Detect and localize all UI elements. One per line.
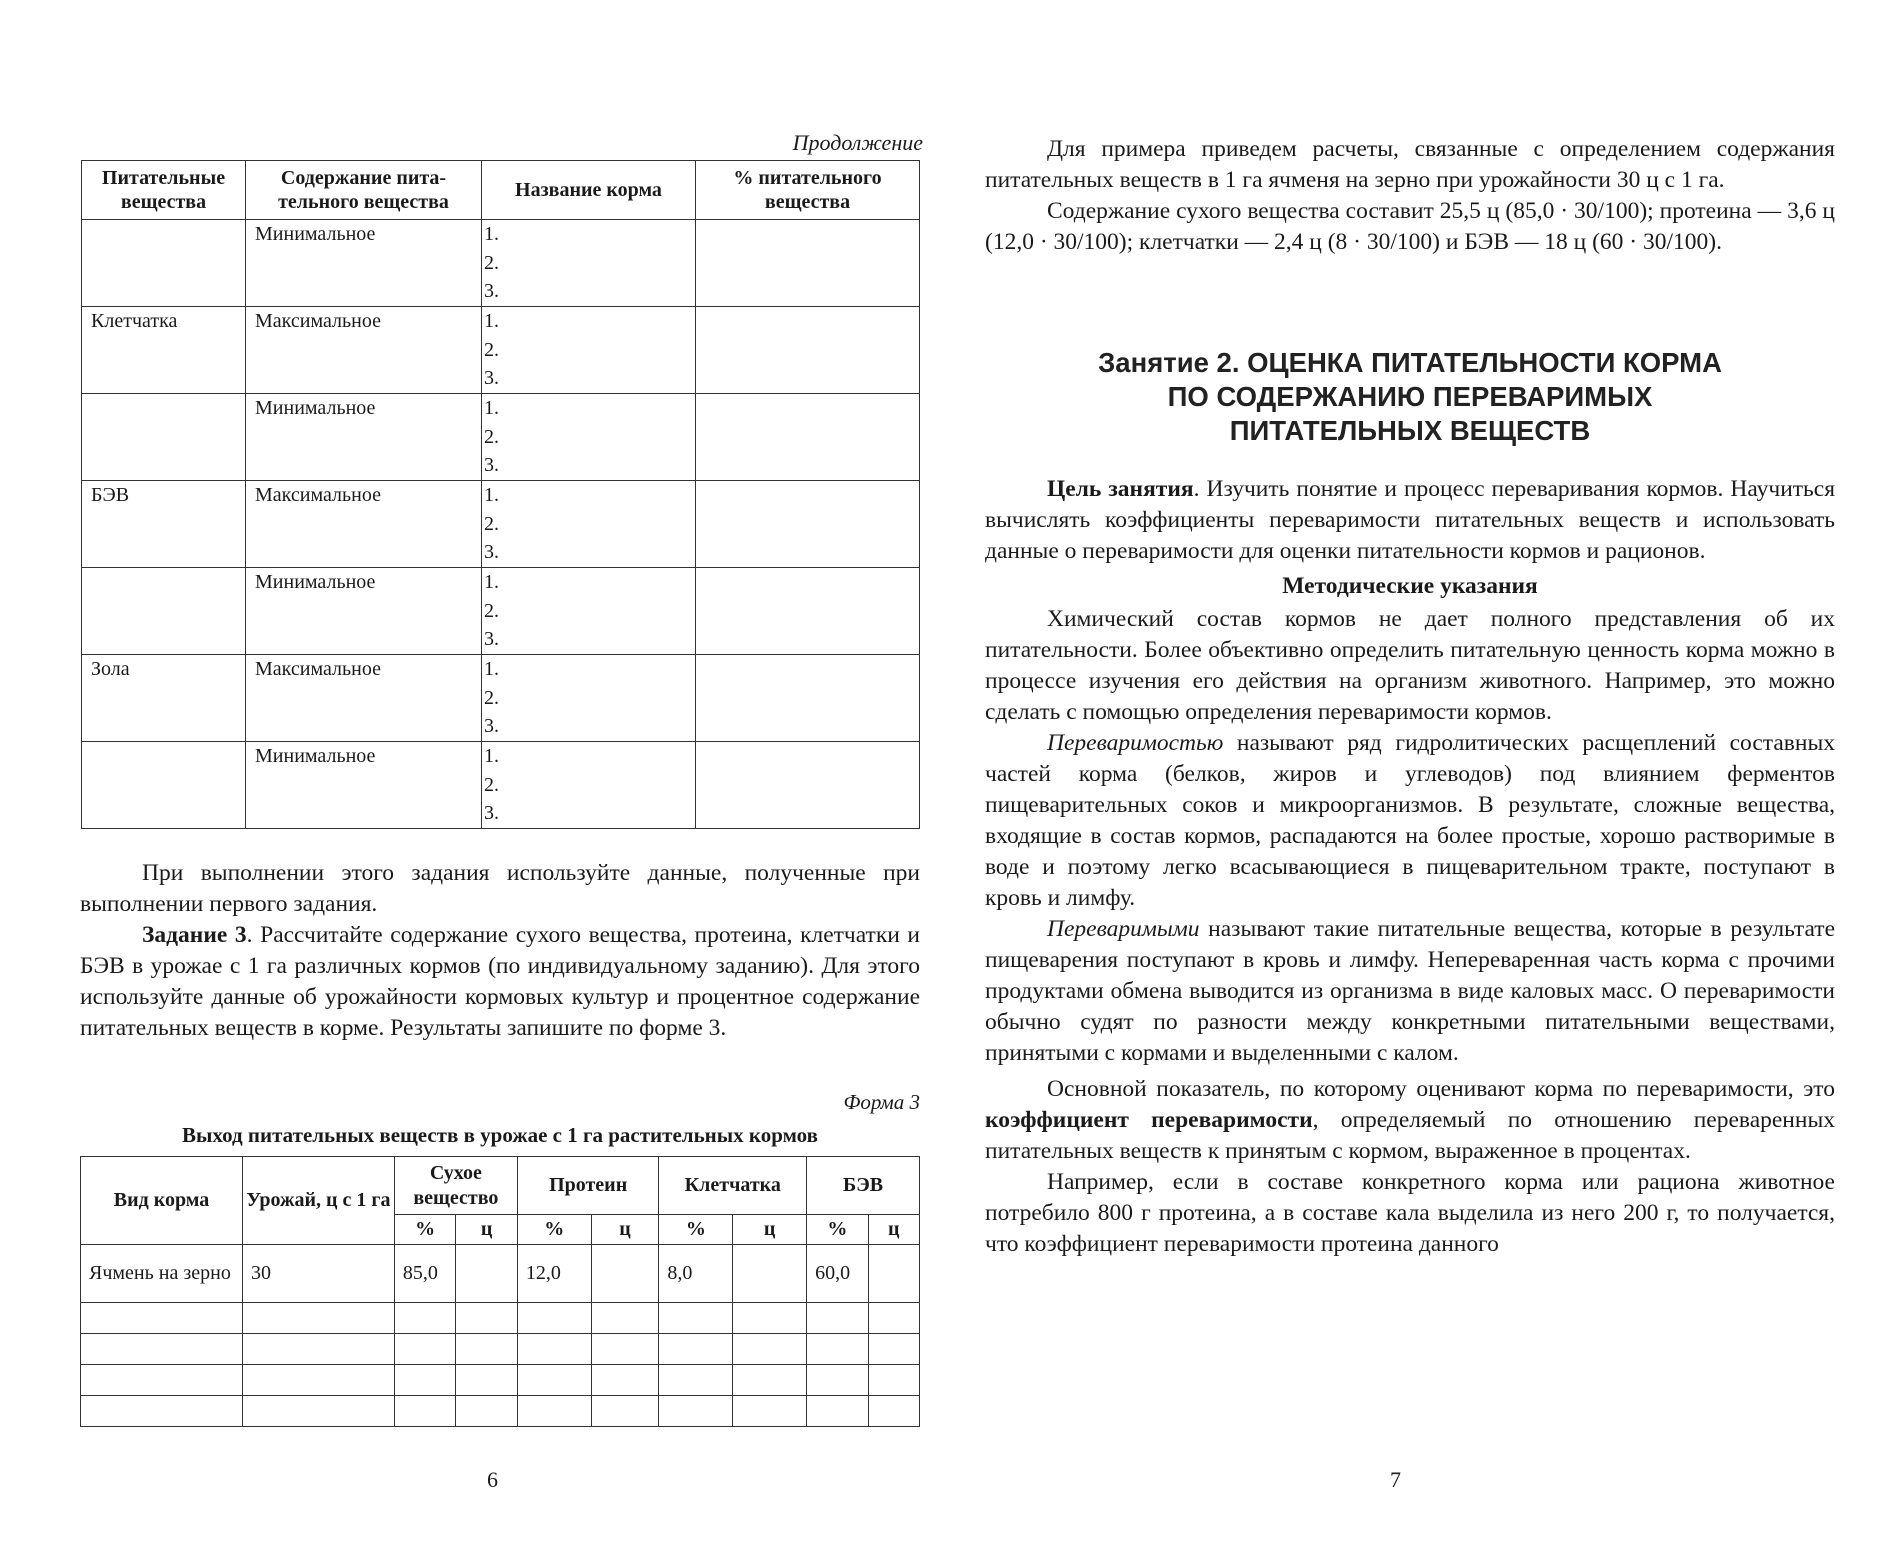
cell-percent — [696, 655, 920, 742]
list-item: 1. — [484, 571, 499, 593]
header-yield: Урожай, ц с 1 га — [243, 1157, 395, 1245]
digestible-text: называют такие питательные вещества, которые в результате пищеварения поступают в кровь и лимфу. Непереваренная часть корма с прочими продуктами обмена выводится из организма в виде каловых масс. О переваримости обычно судят по разности между конкретными питательными веществами, принятыми с кормами и выделенными с калом. — [985, 916, 1835, 1066]
table-row — [81, 1334, 920, 1365]
lesson-title-line-1: Занятие 2. ОЦЕНКА ПИТАТЕЛЬНОСТИ КОРМА — [1098, 347, 1722, 378]
unit-percent: % — [394, 1215, 456, 1245]
table-row — [81, 1396, 920, 1427]
paragraph-coefficient — [985, 1074, 1835, 1167]
cell-feed: Ячмень на зерно — [81, 1245, 243, 1303]
cell-bev-pct: 60,0 — [807, 1245, 869, 1303]
list-item: 2. — [484, 338, 499, 361]
cell-feed-list — [482, 220, 696, 307]
unit-percent: % — [517, 1215, 591, 1245]
cell-nutrient — [82, 220, 246, 307]
paragraph-example-protein: Например, если в составе конкретного корма или рациона животное потребило 800 г протеина, а в составе кала выделила из него 200 г, то получается, что коэффициент переваримости протеина данного — [985, 1169, 1835, 1257]
cell-protein-pct: 12,0 — [517, 1245, 591, 1303]
cell-content: Минимальное — [246, 394, 482, 481]
right-text-intro — [985, 134, 1835, 258]
header-percent: % питательного вещества — [696, 161, 920, 220]
list-item: 3. — [484, 280, 499, 303]
list-item: 2. — [484, 599, 499, 622]
list-item: 3. — [484, 715, 499, 738]
header-dry-matter: Сухое вещество — [394, 1157, 517, 1215]
cell-content: Минимальное — [246, 568, 482, 655]
cell-feed-list — [482, 742, 696, 829]
list-item: 2. — [484, 425, 499, 448]
paragraph-digestible — [985, 914, 1835, 1069]
cell-feed-list — [482, 481, 696, 568]
cell-percent — [696, 307, 920, 394]
coefficient-text-start: Основной показатель, по которому оценивают корма по переваримости, это — [1047, 1076, 1835, 1102]
list-item: 2. — [484, 773, 499, 796]
cell-content: Минимальное — [246, 742, 482, 829]
table-row — [81, 1303, 920, 1334]
term-digestibility: Переваримостью — [1047, 730, 1224, 756]
paragraph-task-3 — [80, 920, 920, 1044]
list-item: 1. — [484, 484, 499, 506]
cell-percent — [696, 481, 920, 568]
header-bev: БЭВ — [807, 1157, 920, 1215]
cell-percent — [696, 568, 920, 655]
cell-content: Максимальное — [246, 655, 482, 742]
unit-centner: ц — [456, 1215, 518, 1245]
goal-text: . Изучить понятие и процесс переваривания кормов. Научиться вычислять коэффициенты переваримости питательных веществ и использовать данные о переваримости для оценки питательности кормов и рационов. — [985, 476, 1835, 564]
coefficient-text-end: , определяемый по отношению переваренных питательных веществ к принятым с кормом, выраженное в процентах. — [985, 1107, 1835, 1164]
cell-empty — [868, 1245, 919, 1303]
list-item: 3. — [484, 367, 499, 390]
unit-percent: % — [659, 1215, 733, 1245]
task-label: Задание 3 — [142, 922, 247, 948]
table-row — [82, 568, 920, 655]
cell-percent — [696, 394, 920, 481]
list-item: 1. — [484, 223, 499, 245]
paragraph-instructions: При выполнении этого задания используйте данные, полученные при выполнении первого задания. — [80, 860, 920, 917]
paragraph-example: Для примера приведем расчеты, связанные с определением содержания питательных веществ в 1 га ячменя на зерно при урожайности 30 ц с 1 га. — [985, 136, 1835, 193]
yield-header-row — [81, 1157, 920, 1215]
header-nutrient: Питательные вещества — [82, 161, 246, 220]
list-item: 3. — [484, 454, 499, 477]
lesson-title-line-3: ПИТАТЕЛЬНЫХ ВЕЩЕСТВ — [1229, 415, 1591, 446]
unit-centner: ц — [733, 1215, 807, 1245]
right-text-main — [985, 474, 1835, 1260]
list-item: 1. — [484, 397, 499, 419]
term-coefficient: коэффициент переваримости — [985, 1107, 1313, 1133]
table-row — [82, 307, 920, 394]
list-item: 3. — [484, 541, 499, 564]
table-row — [81, 1245, 920, 1303]
digestibility-text: называют ряд гидролитических расщеплений составных частей корма (белков, жиров и углеводов) под влиянием ферментов пищеварительных соков и микроорганизмов. В результате, сложные вещества, входящие в состав кормов, распадаются на более простые, хорошо растворимые в воде и поэтому легко всасывающиеся в пищеварительном тракте, поступают в кровь и лимфу. — [985, 730, 1835, 911]
cell-fiber-pct: 8,0 — [659, 1245, 733, 1303]
cell-feed-list — [482, 394, 696, 481]
header-fiber: Клетчатка — [659, 1157, 807, 1215]
lesson-title — [985, 346, 1835, 448]
list-item: 1. — [484, 745, 499, 767]
cell-nutrient: Зола — [82, 655, 246, 742]
left-page — [80, 0, 923, 1550]
form-title: Выход питательных веществ в урожае с 1 га растительных кормов — [182, 1123, 818, 1147]
page-number-right: 7 — [1390, 1467, 1401, 1492]
list-item: 3. — [484, 802, 499, 825]
cell-feed-list — [482, 568, 696, 655]
table-row — [82, 220, 920, 307]
nutrient-table-body — [82, 220, 920, 829]
cell-empty — [456, 1245, 518, 1303]
list-item: 2. — [484, 686, 499, 709]
nutrient-table — [81, 160, 920, 829]
paragraph-calculation: Содержание сухого вещества составит 25,5 ц (85,0 · 30/100); протеина — 3,6 ц (12,0 · 30/100); клетчатки — 2,4 ц (8 · 30/100) и БЭВ — 18 ц (60 · 30/100). — [985, 198, 1835, 255]
term-digestible: Переваримыми — [1047, 916, 1200, 942]
header-content: Содержание пита-тельного вещества — [246, 161, 482, 220]
cell-feed-list — [482, 307, 696, 394]
table-row — [82, 394, 920, 481]
cell-yield: 30 — [243, 1245, 395, 1303]
table-row — [82, 481, 920, 568]
list-item: 3. — [484, 628, 499, 651]
cell-percent — [696, 220, 920, 307]
paragraph-digestibility — [985, 728, 1835, 914]
header-feed-type: Вид корма — [81, 1157, 243, 1245]
right-page — [985, 0, 1835, 1550]
table-row — [82, 655, 920, 742]
task-text: . Рассчитайте содержание сухого вещества, протеина, клетчатки и БЭВ в урожае с 1 га различных кормов (по индивидуальному заданию). Для этого используйте данные об урожайности кормовых культур и процентное содержание питательных веществ в корме. Результаты запишите по форме 3. — [80, 922, 920, 1041]
cell-dry-pct: 85,0 — [394, 1245, 456, 1303]
paragraph-goal — [985, 474, 1835, 567]
cell-nutrient: БЭВ — [82, 481, 246, 568]
left-text-block — [80, 858, 920, 1044]
cell-nutrient — [82, 742, 246, 829]
table-header-row — [82, 161, 920, 220]
cell-empty — [591, 1245, 659, 1303]
cell-nutrient — [82, 394, 246, 481]
cell-content: Максимальное — [246, 307, 482, 394]
table-row — [81, 1365, 920, 1396]
lesson-title-line-2: ПО СОДЕРЖАНИЮ ПЕРЕВАРИМЫХ — [1167, 381, 1653, 412]
continuation-label: Продолжение — [792, 130, 923, 155]
table-row — [82, 742, 920, 829]
header-protein: Протеин — [517, 1157, 659, 1215]
header-feed-name: Название корма — [482, 161, 696, 220]
unit-centner: ц — [868, 1215, 919, 1245]
list-item: 2. — [484, 512, 499, 535]
cell-content: Максимальное — [246, 481, 482, 568]
list-item: 1. — [484, 658, 499, 680]
cell-percent — [696, 742, 920, 829]
cell-feed-list — [482, 655, 696, 742]
page-number-left: 6 — [487, 1467, 498, 1492]
paragraph-chemical: Химический состав кормов не дает полного представления об их питательности. Более объективно определить питательную ценность корма можно в процессе изучения его действия на организм животного. Например, это можно сделать с помощью определения переваримости кормов. — [985, 606, 1835, 725]
list-item: 2. — [484, 251, 499, 274]
form-label: Форма 3 — [843, 1090, 920, 1114]
methodical-heading: Методические указания — [1282, 573, 1538, 599]
yield-table — [80, 1156, 920, 1427]
cell-empty — [733, 1245, 807, 1303]
cell-content: Минимальное — [246, 220, 482, 307]
unit-centner: ц — [591, 1215, 659, 1245]
list-item: 1. — [484, 310, 499, 332]
cell-nutrient: Клетчатка — [82, 307, 246, 394]
goal-label: Цель занятия — [1047, 476, 1194, 502]
unit-percent: % — [807, 1215, 869, 1245]
cell-nutrient — [82, 568, 246, 655]
